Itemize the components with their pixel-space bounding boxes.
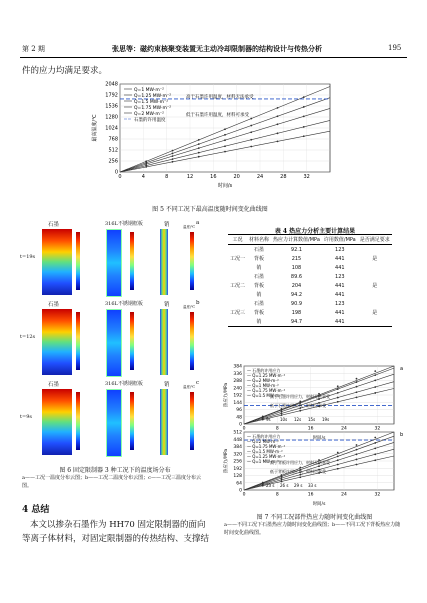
legend-entry: — Q=1 MW·m⁻²	[247, 383, 279, 388]
table-cell: 441	[335, 309, 345, 316]
table-cell: 背板	[254, 310, 265, 316]
x-tick-label: 32	[374, 492, 381, 498]
panel-tag: c	[196, 380, 200, 386]
x-tick-label: 8	[275, 492, 279, 498]
data-point	[277, 132, 279, 134]
table-cell: 92.1	[290, 246, 303, 253]
data-point	[198, 139, 200, 141]
steel-colorbar	[130, 312, 134, 370]
steel-field	[106, 389, 122, 457]
table-cell: 背板	[254, 283, 265, 289]
table-cell: 198	[291, 309, 302, 316]
data-point	[224, 128, 226, 130]
data-point	[337, 452, 339, 454]
pin-label: 销	[164, 222, 170, 228]
data-point	[172, 155, 174, 157]
table-cell: 背板	[254, 256, 265, 262]
table-cell: 94.2	[290, 291, 303, 298]
table4-title: 表 4 热应力分析主要计算结果	[274, 228, 356, 235]
data-point	[374, 374, 376, 376]
table-cell: 石墨	[254, 301, 265, 307]
data-point	[374, 370, 376, 372]
pin-field	[160, 309, 168, 375]
section-heading: 4 总结	[22, 505, 50, 515]
graphite-label: 石墨	[48, 302, 60, 308]
x-axis-label: 时间/s	[312, 436, 326, 441]
y-tick-label: 0	[114, 169, 118, 176]
legend-entry: — Q=1 MW·m⁻²	[247, 459, 279, 464]
case-cell: 工况一	[230, 256, 246, 262]
data-point	[250, 139, 252, 141]
ok-cell: 是	[372, 283, 378, 289]
table-header: 工况	[228, 235, 247, 245]
data-point	[299, 476, 301, 478]
y-tick-label: 128	[233, 474, 242, 479]
legend-entry: Q=2 MW·m⁻²	[134, 112, 164, 117]
y-tick-label: 0	[239, 422, 242, 428]
x-tick-label: 28	[280, 174, 287, 180]
data-point	[337, 401, 339, 403]
data-point	[337, 397, 339, 399]
y-tick-label: 288	[233, 379, 242, 384]
x-tick-label: 0	[118, 174, 122, 180]
annotation-above: 高于背板许用应力，材料无法承受	[270, 460, 330, 465]
data-point	[374, 459, 376, 461]
table4	[228, 234, 392, 327]
data-point	[224, 139, 226, 141]
data-point	[224, 145, 226, 147]
pin-colorbar	[190, 232, 194, 290]
graphite-field	[42, 309, 72, 375]
y-tick-label: 512	[233, 430, 242, 436]
y-tick-label: 384	[233, 364, 242, 370]
ok-cell: 是	[372, 310, 378, 316]
time-label: t=12s	[20, 334, 36, 340]
table-header: 是否满足要求	[358, 235, 392, 245]
unit-label: 温度/℃	[183, 385, 196, 389]
y-tick-label: 256	[108, 158, 118, 165]
data-point	[299, 410, 301, 412]
legend-entry: — Q=1.25 MW·m⁻²	[247, 454, 286, 459]
y-axis-label: 热应力/MPa	[224, 382, 229, 408]
table-row	[228, 272, 392, 281]
table-cell: 441	[335, 255, 345, 262]
legend-entry: — Q=1.5 MW·m⁻²	[247, 393, 283, 398]
y-tick-label: 64	[236, 481, 242, 487]
unit-label: 温度/℃	[183, 305, 196, 309]
y-tick-label: 1024	[105, 125, 118, 132]
steel-field	[106, 229, 122, 297]
data-point	[250, 146, 252, 148]
data-point	[172, 150, 174, 152]
y-tick-label: 320	[233, 452, 242, 458]
data-point	[356, 459, 358, 461]
time-label: 26 s	[280, 483, 289, 488]
y-tick-label: 768	[108, 136, 118, 143]
data-point	[277, 107, 279, 109]
data-point	[356, 464, 358, 466]
graphite-colorbar	[76, 312, 80, 370]
data-point	[337, 388, 339, 390]
panel-tag: b	[196, 300, 200, 306]
data-point	[356, 396, 358, 398]
x-tick-label: 12	[186, 174, 194, 180]
data-point	[356, 444, 358, 446]
y-tick-label: 1536	[105, 103, 118, 110]
pin-label: 销	[164, 302, 170, 308]
y-tick-label: 96	[236, 408, 242, 413]
x-tick-label: 24	[341, 426, 347, 432]
x-tick-label: 24	[341, 492, 347, 498]
y-tick-label: 384	[233, 445, 242, 450]
data-point	[198, 152, 200, 154]
time-label: 15s	[308, 417, 316, 422]
graphite-colorbar	[76, 392, 80, 450]
data-point	[198, 156, 200, 158]
table-header: 材料名称	[247, 235, 271, 245]
time-label: t=19s	[20, 254, 36, 260]
data-point	[374, 386, 376, 388]
data-point	[281, 413, 283, 415]
data-point	[281, 414, 283, 416]
y-tick-label: 1280	[105, 114, 118, 121]
table-cell: 123	[335, 300, 345, 307]
table-cell: 441	[335, 291, 345, 298]
table-header: 热应力计算数值/MPa	[271, 235, 322, 245]
fig6-row	[20, 380, 205, 458]
fig7b-chart	[222, 428, 407, 510]
fig7-caption: 图 7 不同工况部件热应力随时间变化曲线图	[256, 514, 373, 521]
x-tick-label: 0	[242, 492, 246, 498]
table-row	[228, 245, 392, 255]
legend-entry: Q=1.75 MW·m⁻²	[134, 106, 172, 111]
running-title: 张思等：磁约束核聚变装置无主动冷却限制器的结构设计与传热分析	[112, 44, 322, 53]
data-point	[318, 465, 320, 467]
y-tick-label: 192	[233, 393, 242, 399]
data-point	[224, 151, 226, 153]
table-cell: 441	[335, 282, 345, 289]
table-cell: 销	[256, 292, 262, 298]
x-tick-label: 16	[307, 426, 314, 432]
table-cell: 108	[291, 264, 302, 271]
data-point	[262, 416, 264, 418]
table-cell: 204	[291, 282, 302, 289]
y-tick-label: 448	[233, 437, 242, 443]
data-point	[374, 442, 376, 444]
y-tick-label: 0	[239, 488, 242, 494]
data-point	[374, 437, 376, 439]
data-point	[337, 464, 339, 466]
x-axis-label: 时间/s	[217, 183, 233, 189]
y-tick-label: 144	[233, 400, 242, 406]
data-point	[356, 381, 358, 383]
fig6-subcaption: a——工况一温度分布云图；b——工况二温度分布云图；c——工况三温度分布云图。	[22, 475, 201, 489]
steel-field	[106, 309, 122, 377]
table-cell: 441	[335, 264, 345, 271]
time-label: 9s	[266, 417, 271, 422]
data-point	[356, 378, 358, 380]
data-point	[198, 143, 200, 145]
graphite-colorbar	[76, 232, 80, 290]
x-tick-label: 16	[307, 492, 314, 498]
fig6-row	[20, 300, 205, 378]
y-tick-label: 240	[233, 386, 242, 392]
issue-number: 第 2 期	[22, 45, 45, 53]
pin-field	[160, 389, 168, 455]
table-cell: 215	[291, 255, 302, 262]
data-point	[172, 153, 174, 155]
fig7-subcaption: a——不同工况下石墨热应力随时间变化曲线图；b——不同工况下背板热应力随时间变化曲线图。	[224, 522, 401, 536]
data-point	[356, 453, 358, 455]
data-point	[277, 140, 279, 142]
x-tick-label: 32	[303, 174, 310, 180]
intro-line: 件的应力均满足要求。	[22, 66, 108, 76]
fig6-panels	[20, 220, 205, 475]
table-cell: 销	[256, 319, 262, 325]
graphite-field	[42, 389, 72, 455]
summary-line-1: 本文以掺杂石墨作为 HH70 固定限制器的面向	[30, 520, 206, 530]
legend-entry: — Q=2 MW·m⁻²	[247, 378, 279, 383]
panel-tag: a	[400, 366, 404, 372]
x-tick-label: 32	[374, 426, 381, 432]
time-label: t=9s	[20, 414, 32, 420]
table-row	[228, 299, 392, 308]
x-tick-label: 20	[233, 174, 240, 180]
data-point	[337, 459, 339, 461]
fig6-caption: 图 6 固定限制器 3 种工况下的温度场分布	[59, 467, 171, 474]
unit-label: 温度/℃	[183, 225, 196, 229]
data-point	[281, 479, 283, 481]
data-point	[281, 408, 283, 410]
data-point	[374, 447, 376, 449]
data-point	[374, 392, 376, 394]
data-point	[356, 386, 358, 388]
table-cell: 94.7	[290, 318, 303, 325]
header-rule	[20, 57, 407, 58]
case-cell: 工况三	[230, 310, 246, 316]
data-point	[303, 135, 305, 137]
table-cell: 123	[335, 246, 345, 253]
legend-entry: Q=1.25 MW·m⁻²	[134, 94, 172, 99]
x-tick-label: 8	[275, 426, 279, 432]
legend-entry: Q=1.5 MW·m⁻²	[134, 100, 169, 105]
x-tick-label: 0	[242, 426, 246, 432]
graphite-label: 石墨	[48, 222, 60, 228]
y-axis-label: 热应力/MPa	[224, 448, 229, 474]
data-point	[250, 118, 252, 120]
x-axis-label: 时间/s	[312, 502, 326, 507]
legend-entry: — Q=1.75 MW·m⁻²	[247, 444, 286, 449]
time-label: 19s	[322, 417, 330, 422]
legend-entry: Q=1 MW·m⁻²	[134, 88, 164, 93]
data-point	[145, 160, 147, 162]
annotation-above: 高于石墨许用温度，材料无法承受	[186, 95, 254, 100]
data-point	[277, 123, 279, 125]
data-point	[356, 449, 358, 451]
table-cell: 90.9	[290, 300, 303, 307]
table-cell: 销	[256, 265, 262, 271]
annotation-below: 低于背板许用应力，材料可承受	[270, 469, 326, 474]
x-tick-label: 24	[256, 174, 264, 180]
x-tick-label: 4	[141, 174, 145, 180]
y-tick-label: 2048	[105, 81, 118, 88]
data-point	[303, 115, 305, 117]
fig5-caption: 图 5 不同工况下最高温度随时间变化曲线图	[152, 206, 268, 213]
annotation-below: 低于石墨许用温度，材料可承受	[186, 113, 249, 118]
data-point	[303, 96, 305, 98]
y-tick-label: 192	[233, 466, 242, 472]
data-point	[337, 468, 339, 470]
legend-entry: — Q=1.5 MW·m⁻²	[247, 449, 283, 454]
x-tick-label: 16	[210, 174, 217, 180]
y-tick-label: 48	[236, 415, 242, 421]
pin-field	[160, 229, 168, 295]
data-point	[337, 455, 339, 457]
legend-entry: — Q=1.25 MW·m⁻²	[247, 373, 286, 378]
data-point	[281, 477, 283, 479]
legend-entry: — Q=1.75 MW·m⁻²	[247, 388, 286, 393]
pin-colorbar	[190, 392, 194, 450]
legend-entry: 石墨的许用温度	[134, 118, 166, 123]
pin-colorbar	[190, 312, 194, 370]
steel-label: 316L不锈钢框板	[105, 221, 143, 227]
steel-label: 316L不锈钢框板	[105, 381, 143, 387]
legend-entry: — 石墨的许用应力	[247, 368, 281, 373]
time-label: 12s	[294, 417, 302, 422]
y-tick-label: 256	[233, 459, 242, 465]
table-cell: 123	[335, 273, 345, 280]
data-point	[262, 482, 264, 484]
data-point	[303, 126, 305, 128]
legend-entry: — 石墨的许用应力	[247, 434, 281, 439]
page-number: 195	[388, 44, 402, 52]
data-point	[303, 106, 305, 108]
panel-tag: a	[196, 220, 200, 226]
data-point	[250, 125, 252, 127]
y-tick-label: 512	[108, 147, 118, 154]
data-point	[356, 391, 358, 393]
table-cell: 441	[335, 318, 345, 325]
data-point	[299, 474, 301, 476]
pin-label: 销	[164, 382, 170, 388]
data-point	[172, 158, 174, 160]
time-label: 33 s	[308, 483, 317, 488]
time-label: 23 s	[266, 483, 275, 488]
data-point	[172, 161, 174, 163]
case-cell: 工况二	[230, 283, 246, 289]
steel-colorbar	[130, 232, 134, 290]
data-point	[337, 392, 339, 394]
data-point	[299, 400, 301, 402]
time-label: 29 s	[294, 483, 303, 488]
steel-label: 316L不锈钢框板	[105, 301, 143, 307]
graphite-field	[42, 229, 72, 295]
data-point	[224, 134, 226, 136]
table-header: 许用数值/MPa	[322, 235, 358, 245]
graphite-label: 石墨	[48, 382, 60, 388]
data-point	[250, 131, 252, 133]
table-cell: 89.6	[290, 273, 303, 280]
annotation-below: 低于石墨许用应力，材料可承受	[270, 403, 326, 408]
data-point	[198, 147, 200, 149]
table-cell: 石墨	[254, 247, 265, 253]
x-tick-label: 8	[165, 174, 169, 180]
fig6-row	[20, 220, 205, 298]
data-point	[281, 474, 283, 476]
table-cell: 石墨	[254, 274, 265, 280]
fig5-chart	[90, 80, 340, 190]
panel-tag: b	[400, 432, 404, 438]
ok-cell: 是	[372, 256, 378, 262]
y-tick-label: 336	[233, 371, 242, 377]
time-label: 10s	[280, 417, 288, 422]
steel-colorbar	[130, 392, 134, 450]
summary-line-2: 等离子体材料，对固定限制器的传热结构、支撑结	[22, 534, 210, 544]
data-point	[374, 453, 376, 455]
data-point	[277, 115, 279, 117]
legend-entry: — Q=2 MW·m⁻²	[247, 439, 279, 444]
data-point	[374, 379, 376, 381]
annotation-above: 高于石墨许用应力，材料无法承受	[270, 394, 330, 399]
y-axis-label: 最高温度/℃	[92, 114, 98, 142]
data-point	[337, 385, 339, 387]
y-tick-label: 1792	[105, 92, 118, 99]
